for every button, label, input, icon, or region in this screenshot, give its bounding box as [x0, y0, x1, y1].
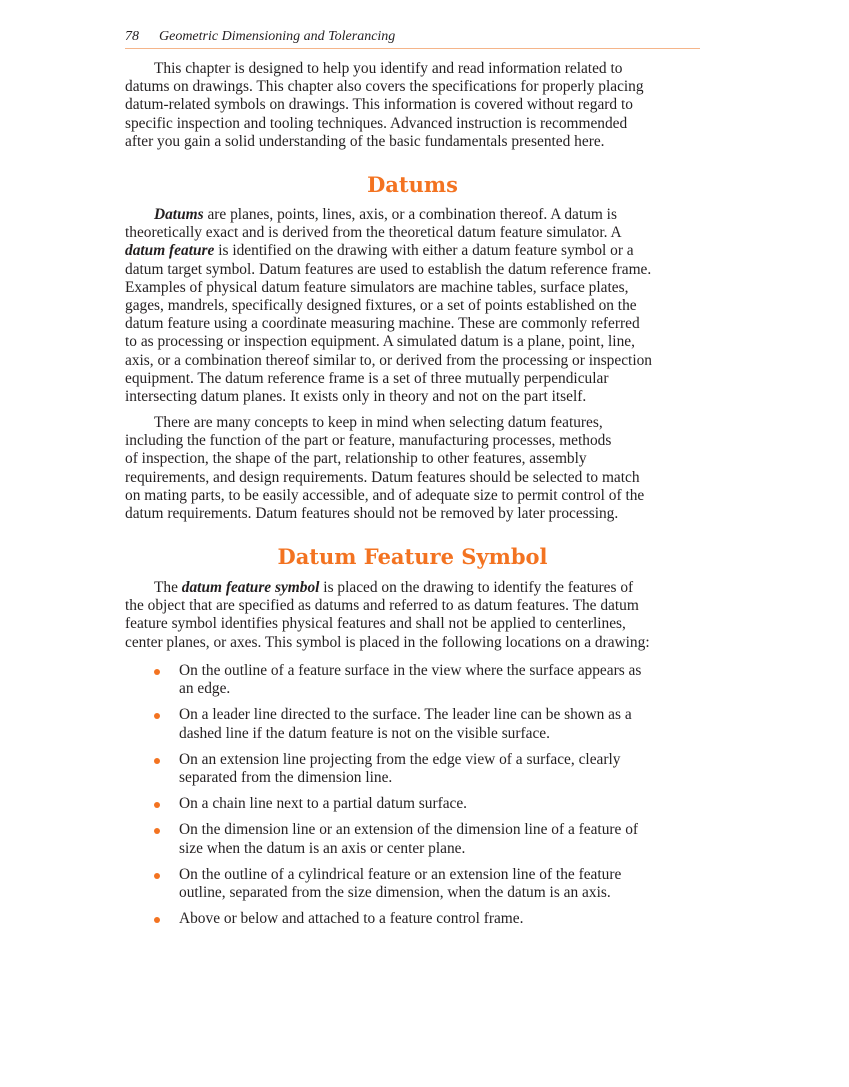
text-line: [125, 115, 700, 133]
datums-paragraph-2: [125, 414, 700, 523]
text-segment: datum requirements. Datum features should not be removed by later processing.: [125, 504, 619, 522]
datum-feature-symbol-paragraph: [125, 579, 700, 652]
running-title: Geometric Dimensioning and Tolerancing: [159, 29, 396, 44]
text-segment: feature symbol identifies physical features and shall not be applied to centerlines,: [125, 615, 626, 633]
text-segment: are planes, points, lines, axis, or a combination thereof. A datum is: [203, 206, 617, 223]
text-segment: This chapter is designed to help you identify and read information related to: [154, 60, 623, 77]
text-segment: including the function of the part or feature, manufacturing processes, methods: [125, 432, 612, 450]
text-segment: equipment. The datum reference frame is a set of three mutually perpendicular: [125, 369, 609, 387]
text-segment: center planes, or axes. This symbol is placed in the following locations on a drawing:: [125, 633, 650, 651]
bullet-icon: [154, 917, 160, 923]
bullet-text-line: On the outline of a feature surface in the view where the surface appears as: [179, 662, 642, 679]
intro-paragraph: [125, 60, 700, 151]
bullet-item: [125, 821, 700, 857]
bullet-text-line: an edge.: [179, 680, 231, 698]
bullet-icon: [154, 713, 160, 719]
bullet-text-line: On the outline of a cylindrical feature or an extension line of the feature: [179, 865, 622, 883]
emphasized-term: datum feature: [125, 242, 215, 260]
text-line: [125, 505, 700, 523]
text-line: [125, 315, 700, 333]
bullet-item: [125, 662, 700, 698]
bullet-text-line: Above or below and attached to a feature control frame.: [179, 910, 524, 928]
text-line: [125, 487, 700, 505]
text-line: [125, 297, 700, 315]
heading-datum-feature-symbol: Datum Feature Symbol: [277, 544, 548, 569]
bullet-text-line: size when the datum is an axis or center plane.: [179, 839, 466, 857]
bullet-text-line: On a leader line directed to the surface. The leader line can be shown as a: [179, 706, 632, 724]
bullet-text-line: On the dimension line or an extension of the dimension line of a feature of: [179, 821, 639, 839]
text-segment: datums on drawings. This chapter also covers the specifications for properly placing: [125, 78, 644, 96]
bullet-icon: [154, 669, 160, 675]
text-line: [125, 388, 700, 406]
text-segment: is placed on the drawing to identify the features of: [319, 579, 634, 596]
text-line: [125, 60, 700, 78]
text-line: [125, 133, 700, 151]
text-segment: datum target symbol. Datum features are used to establish the datum reference frame.: [125, 260, 652, 278]
text-line: [125, 597, 700, 615]
bullet-item: [125, 795, 700, 813]
emphasized-term: datum feature symbol: [181, 579, 320, 596]
text-line: [125, 615, 700, 633]
text-line: [125, 224, 700, 242]
bullet-icon: [154, 828, 160, 834]
datums-paragraph-1: [125, 206, 700, 406]
text-segment: gages, mandrels, specifically designed fixtures, or a set of points established on the: [125, 296, 637, 314]
bullet-text-line: On a chain line next to a partial datum surface.: [179, 795, 468, 813]
bullet-icon: [154, 873, 160, 879]
text-line: [125, 279, 700, 297]
text-line: [125, 206, 700, 224]
text-segment: datum feature using a coordinate measuring machine. These are commonly referred: [125, 315, 640, 333]
text-segment: requirements, and design requirements. Datum features should be selected to match: [125, 468, 640, 486]
bullet-item: [125, 866, 700, 902]
text-segment: to as processing or inspection equipment. A simulated datum is a plane, point, line,: [125, 333, 635, 351]
text-segment: intersecting datum planes. It exists only in theory and not on the part itself.: [125, 387, 587, 405]
bullet-item: [125, 706, 700, 742]
text-line: [125, 370, 700, 388]
bullet-icon: [154, 802, 160, 808]
text-line: [125, 242, 700, 260]
text-segment: the object that are specified as datums and referred to as datum features. The datum: [125, 597, 639, 615]
bullet-item: [125, 751, 700, 787]
text-segment: There are many concepts to keep in mind when selecting datum features,: [154, 414, 603, 431]
text-line: [125, 634, 700, 652]
heading-datums: Datums: [367, 172, 458, 197]
text-line: [125, 469, 700, 487]
text-segment: axis, or a combination thereof similar to, or derived from the processing or inspection: [125, 351, 652, 369]
text-line: [125, 333, 700, 351]
bullet-text-line: separated from the dimension line.: [179, 768, 393, 786]
page-number: 78: [125, 29, 139, 44]
bullet-icon: [154, 758, 160, 764]
text-segment: on mating parts, to be easily accessible, and of adequate size to permit control of the: [125, 486, 645, 504]
text-line: [125, 414, 700, 432]
text-line: [125, 261, 700, 279]
emphasized-term: Datums: [154, 206, 204, 223]
text-line: [125, 78, 700, 96]
text-segment: The: [154, 579, 182, 596]
text-line: [125, 352, 700, 370]
locations-bullet-list: [125, 662, 700, 936]
text-line: [125, 579, 700, 597]
text-segment: datum-related symbols on drawings. This information is covered without regard to: [125, 96, 633, 114]
text-segment: specific inspection and tooling techniques. Advanced instruction is recommended: [125, 114, 628, 132]
bullet-text-line: dashed line if the datum feature is not on the visible surface.: [179, 724, 550, 742]
bullet-text-line: outline, separated from the size dimension, when the datum is an axis.: [179, 883, 611, 901]
bullet-text-line: On an extension line projecting from the edge view of a surface, clearly: [179, 750, 621, 768]
text-segment: of inspection, the shape of the part, relationship to other features, assembly: [125, 450, 587, 468]
text-segment: Examples of physical datum feature simulators are machine tables, surface plates,: [125, 278, 629, 296]
text-segment: after you gain a solid understanding of the basic fundamentals presented here.: [125, 132, 605, 150]
text-line: [125, 432, 700, 450]
text-line: [125, 96, 700, 114]
running-header: [125, 29, 700, 49]
text-segment: is identified on the drawing with either a datum feature symbol or a: [214, 242, 634, 260]
text-segment: theoretically exact and is derived from the theoretical datum feature simulator. A: [125, 224, 622, 242]
text-line: [125, 450, 700, 468]
bullet-item: [125, 910, 700, 928]
